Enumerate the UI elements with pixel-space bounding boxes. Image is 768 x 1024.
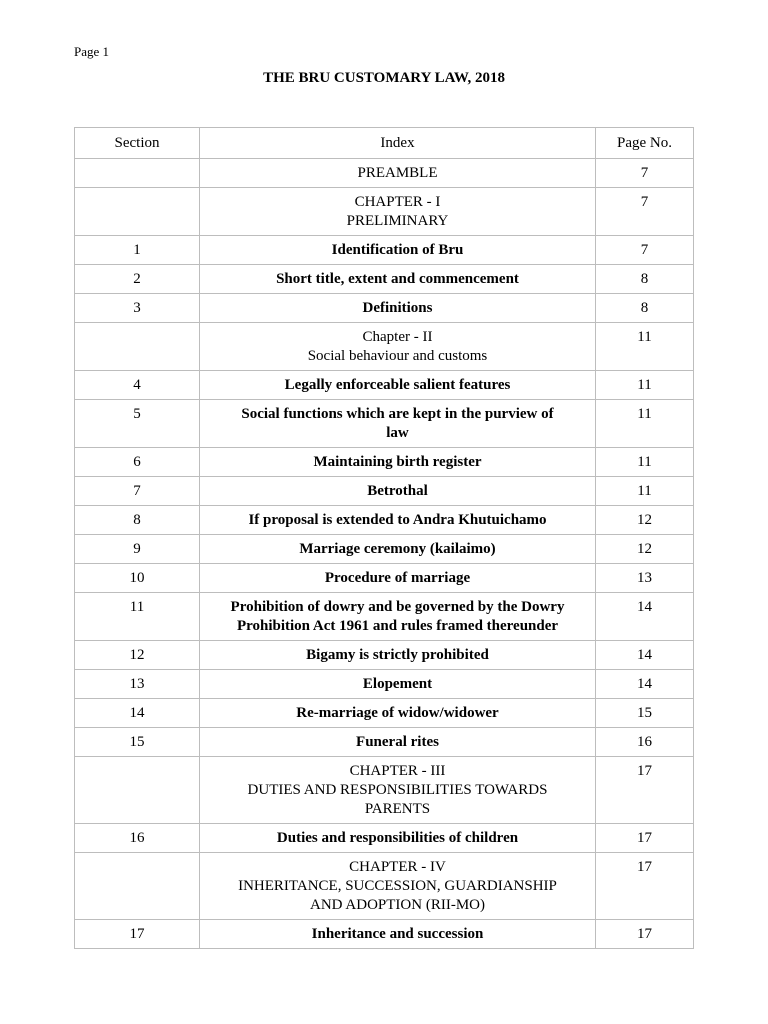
index-entry-line: If proposal is extended to Andra Khutuichamo <box>248 512 547 528</box>
table-row <box>75 448 694 477</box>
index-entry-line: Definitions <box>362 300 433 316</box>
index-entry-line: Funeral rites <box>356 734 439 750</box>
index-entry <box>200 265 596 294</box>
section-number: 12 <box>75 641 200 670</box>
header-index: Index <box>200 128 596 159</box>
section-number: 9 <box>75 535 200 564</box>
table-row <box>75 477 694 506</box>
table-of-contents <box>74 127 694 949</box>
index-entry <box>200 824 596 853</box>
chapter-row <box>75 853 694 920</box>
section-number: 2 <box>75 265 200 294</box>
index-entry <box>200 236 596 265</box>
index-entry-line: PREAMBLE <box>357 165 438 181</box>
table-row <box>75 699 694 728</box>
page-number: 16 <box>596 728 694 757</box>
index-entry-line: Bigamy is strictly prohibited <box>306 647 489 663</box>
index-entry-line: Duties and responsibilities of children <box>276 830 519 846</box>
document-title: THE BRU CUSTOMARY LAW, 2018 <box>263 70 505 86</box>
index-entry-line: law <box>386 425 409 441</box>
page-number: 7 <box>596 236 694 265</box>
table-row <box>75 593 694 641</box>
index-entry <box>200 641 596 670</box>
section-number: 4 <box>75 371 200 400</box>
index-entry <box>200 323 596 371</box>
section-number <box>75 188 200 236</box>
index-entry-line: Legally enforceable salient features <box>284 377 511 393</box>
index-entry <box>200 400 596 448</box>
page-number: 17 <box>596 853 694 920</box>
section-number: 6 <box>75 448 200 477</box>
section-number: 11 <box>75 593 200 641</box>
page-label: Page 1 <box>74 44 110 59</box>
page-number: 14 <box>596 641 694 670</box>
table-row <box>75 920 694 949</box>
table-row <box>75 728 694 757</box>
index-entry-line: Chapter - II <box>362 329 433 345</box>
index-entry <box>200 670 596 699</box>
table-row <box>75 294 694 323</box>
table-row <box>75 670 694 699</box>
index-entry-line: Re-marriage of widow/widower <box>296 705 499 721</box>
index-entry-line: INHERITANCE, SUCCESSION, GUARDIANSHIP <box>238 878 557 894</box>
section-number <box>75 853 200 920</box>
page-number: 7 <box>596 159 694 188</box>
page-number: 14 <box>596 593 694 641</box>
page-number: 17 <box>596 920 694 949</box>
index-entry-line: CHAPTER - IV <box>349 859 446 875</box>
index-entry <box>200 506 596 535</box>
index-entry-line: Identification of Bru <box>331 242 464 258</box>
page-number: 7 <box>596 188 694 236</box>
table-row <box>75 400 694 448</box>
table-row <box>75 535 694 564</box>
chapter-row <box>75 159 694 188</box>
index-entry <box>200 535 596 564</box>
index-entry <box>200 448 596 477</box>
chapter-row <box>75 757 694 824</box>
page-number: 11 <box>596 400 694 448</box>
index-entry-line: Prohibition Act 1961 and rules framed thereunder <box>236 618 559 634</box>
index-entry-line: Social functions which are kept in the purview of <box>241 406 554 422</box>
index-entry <box>200 853 596 920</box>
page-number: 14 <box>596 670 694 699</box>
section-number: 8 <box>75 506 200 535</box>
index-entry-line: PRELIMINARY <box>346 213 449 229</box>
page-number: 15 <box>596 699 694 728</box>
page-number: 17 <box>596 757 694 824</box>
index-entry <box>200 371 596 400</box>
table-row <box>75 236 694 265</box>
page-number: 11 <box>596 323 694 371</box>
index-entry-line: PARENTS <box>364 801 431 817</box>
section-number: 1 <box>75 236 200 265</box>
section-number: 16 <box>75 824 200 853</box>
index-entry-line: Elopement <box>362 676 433 692</box>
index-entry-line: CHAPTER - I <box>354 194 441 210</box>
section-number: 13 <box>75 670 200 699</box>
index-entry-line: Social behaviour and customs <box>307 348 488 364</box>
index-entry-line: AND ADOPTION (RII-MO) <box>310 897 485 913</box>
table-row <box>75 371 694 400</box>
section-number <box>75 757 200 824</box>
index-entry-line: Prohibition of dowry and be governed by the Dowry <box>230 599 565 615</box>
page-number: 12 <box>596 535 694 564</box>
table-row <box>75 824 694 853</box>
page-number: 17 <box>596 824 694 853</box>
table-body <box>75 159 694 949</box>
index-entry <box>200 593 596 641</box>
index-entry <box>200 188 596 236</box>
table-row <box>75 265 694 294</box>
index-entry-line: Betrothal <box>367 483 428 499</box>
index-entry <box>200 920 596 949</box>
index-entry <box>200 294 596 323</box>
index-entry <box>200 477 596 506</box>
index-entry-line: Procedure of marriage <box>324 570 471 586</box>
header-page-no: Page No. <box>596 128 694 159</box>
table-row <box>75 564 694 593</box>
index-entry <box>200 699 596 728</box>
page-number: 12 <box>596 506 694 535</box>
section-number: 15 <box>75 728 200 757</box>
page-number: 13 <box>596 564 694 593</box>
section-number: 10 <box>75 564 200 593</box>
section-number: 5 <box>75 400 200 448</box>
section-number <box>75 159 200 188</box>
index-entry-line: Maintaining birth register <box>313 454 482 470</box>
page-number: 8 <box>596 294 694 323</box>
page-number: 11 <box>596 448 694 477</box>
index-entry <box>200 728 596 757</box>
section-number <box>75 323 200 371</box>
index-entry-line: DUTIES AND RESPONSIBILITIES TOWARDS <box>247 782 548 798</box>
section-number: 17 <box>75 920 200 949</box>
index-entry <box>200 757 596 824</box>
header-section: Section <box>75 128 200 159</box>
table-header-row <box>75 128 694 159</box>
chapter-row <box>75 188 694 236</box>
section-number: 7 <box>75 477 200 506</box>
table-row <box>75 506 694 535</box>
chapter-row <box>75 323 694 371</box>
index-entry-line: CHAPTER - III <box>349 763 446 779</box>
page-number: 11 <box>596 371 694 400</box>
index-entry <box>200 564 596 593</box>
index-entry-line: Short title, extent and commencement <box>276 271 519 287</box>
table-row <box>75 641 694 670</box>
page-number: 8 <box>596 265 694 294</box>
section-number: 3 <box>75 294 200 323</box>
page-number: 11 <box>596 477 694 506</box>
index-entry-line: Marriage ceremony (kailaimo) <box>299 541 496 557</box>
section-number: 14 <box>75 699 200 728</box>
index-entry-line: Inheritance and succession <box>311 926 484 942</box>
index-entry <box>200 159 596 188</box>
